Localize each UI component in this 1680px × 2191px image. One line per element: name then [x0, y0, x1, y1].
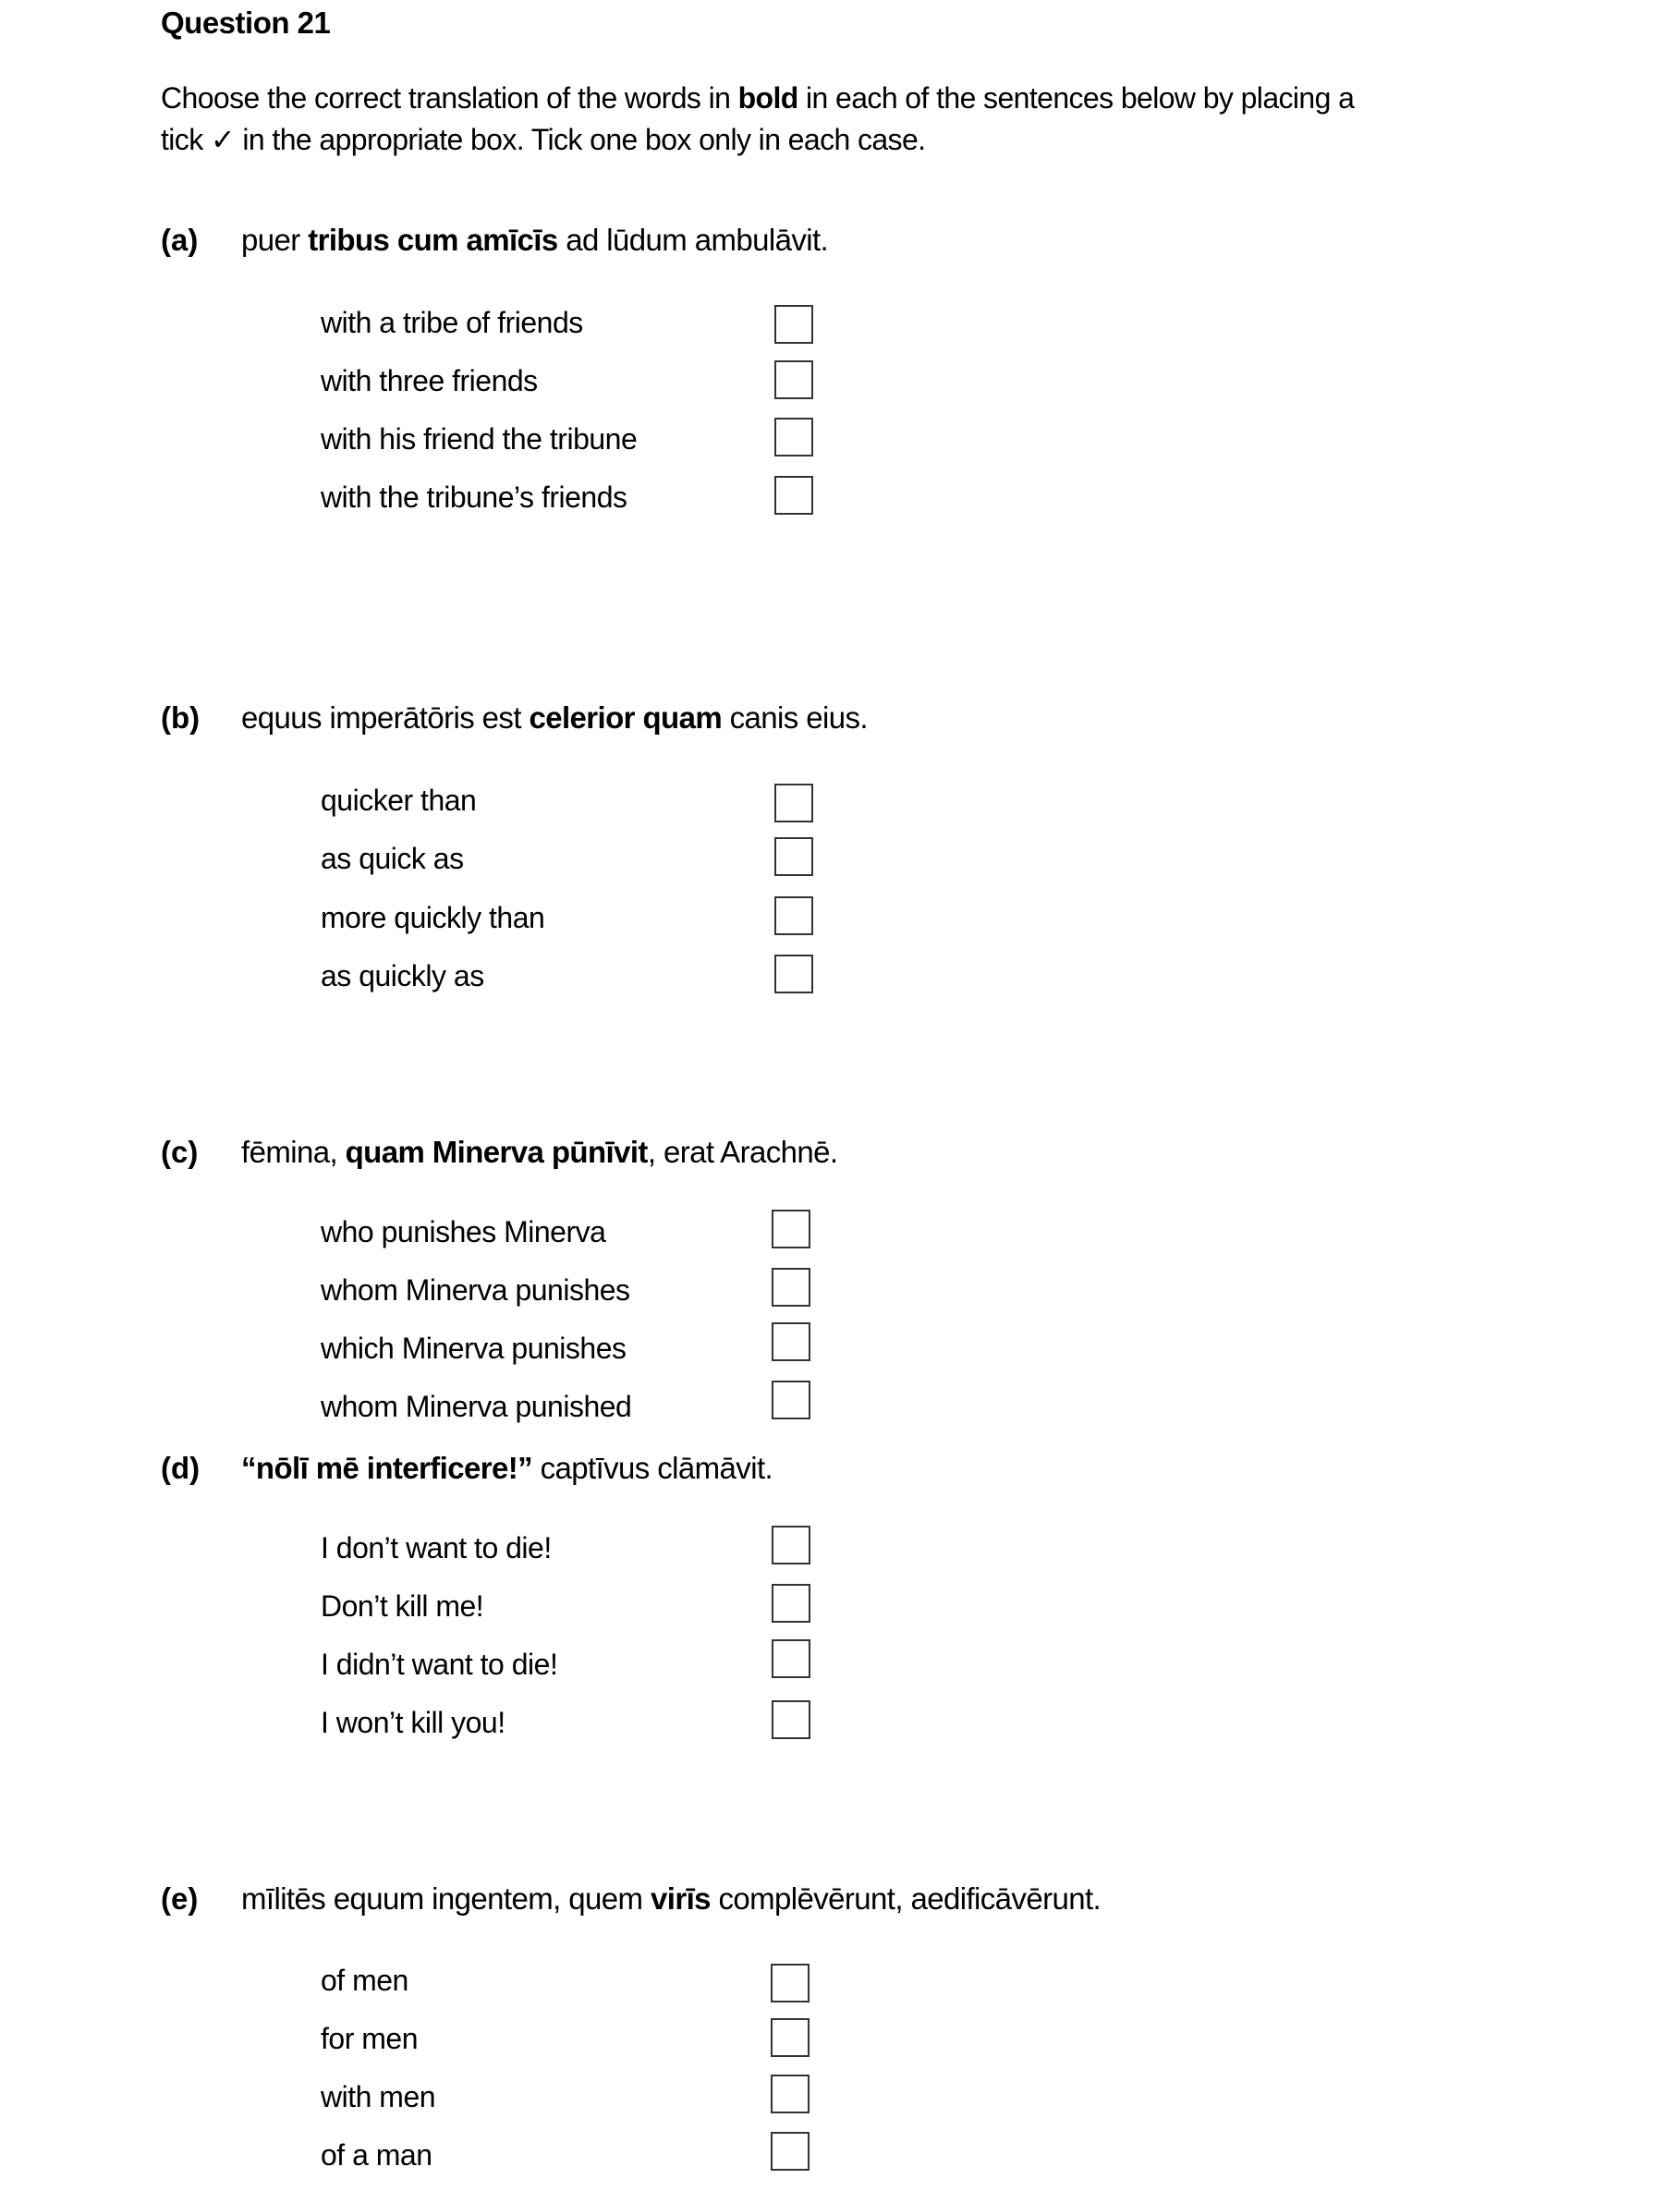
answer-checkbox[interactable] — [772, 1322, 810, 1361]
instructions-text: tick — [161, 123, 211, 156]
option-label: who punishes Minerva — [321, 1215, 606, 1248]
instructions-bold-word: bold — [737, 81, 798, 115]
answer-checkbox[interactable] — [771, 2075, 810, 2113]
sentence-text: puer — [241, 223, 309, 257]
answer-checkbox[interactable] — [774, 305, 813, 344]
sentence-bold: tribus cum amīcīs — [308, 223, 558, 257]
sentence-bold: “nōlī mē interficere!” — [241, 1451, 533, 1485]
answer-checkbox[interactable] — [772, 1526, 810, 1564]
option-label: I didn’t want to die! — [321, 1648, 558, 1681]
tick-icon: ✓ — [210, 123, 236, 156]
option-label: Don’t kill me! — [321, 1589, 484, 1623]
option-label: with a tribe of friends — [321, 306, 583, 339]
option-label: with three friends — [321, 364, 538, 397]
answer-checkbox[interactable] — [774, 784, 813, 822]
question-sentence — [241, 1451, 773, 1486]
sentence-text: complēvērunt, aedificāvērunt. — [710, 1881, 1102, 1916]
option-label: quicker than — [321, 784, 477, 817]
sentence-text: captīvus clāmāvit. — [532, 1451, 773, 1485]
option-label: which Minerva punishes — [321, 1332, 627, 1365]
sentence-text: fēmina, — [241, 1135, 346, 1169]
option-label: of a man — [321, 2138, 432, 2172]
sentence-bold: virīs — [651, 1881, 711, 1916]
answer-checkbox[interactable] — [772, 1210, 810, 1248]
option-label: whom Minerva punishes — [321, 1273, 630, 1307]
answer-checkbox[interactable] — [771, 1964, 810, 2002]
answer-checkbox[interactable] — [772, 1584, 810, 1623]
answer-checkbox[interactable] — [772, 1381, 810, 1419]
option-label: as quick as — [321, 842, 464, 875]
sentence-bold: quam Minerva pūnīvit — [345, 1135, 648, 1169]
answer-checkbox[interactable] — [772, 1639, 810, 1678]
question-sentence — [241, 1135, 837, 1170]
question-label: (a) — [161, 223, 199, 257]
option-label: with the tribune’s friends — [321, 481, 627, 514]
sentence-text: equus imperātōris est — [241, 700, 530, 735]
option-label: as quickly as — [321, 959, 484, 992]
answer-checkbox[interactable] — [774, 955, 813, 993]
question-label: (c) — [161, 1135, 199, 1169]
sentence-text: mīlitēs equum ingentem, quem — [241, 1881, 651, 1916]
sentence-text: canis eius. — [722, 700, 868, 735]
sentence-bold: celerior quam — [529, 700, 723, 735]
option-label: I won’t kill you! — [321, 1706, 505, 1739]
question-sentence — [241, 700, 868, 736]
instructions-text: in the appropriate box. Tick one box only in each case. — [235, 123, 926, 156]
question-label: (d) — [161, 1451, 201, 1485]
option-label: with his friend the tribune — [321, 422, 638, 456]
instructions-text: Choose the correct translation of the words in — [161, 81, 738, 115]
answer-checkbox[interactable] — [772, 1268, 810, 1307]
option-label: with men — [321, 2080, 436, 2113]
option-label: of men — [321, 1964, 408, 1997]
answer-checkbox[interactable] — [774, 837, 813, 876]
answer-checkbox[interactable] — [774, 476, 813, 515]
question-label: (e) — [161, 1881, 199, 1916]
option-label: more quickly than — [321, 901, 545, 934]
answer-checkbox[interactable] — [774, 418, 813, 456]
question-label: (b) — [161, 700, 201, 735]
option-label: for men — [321, 2022, 418, 2055]
question-sentence — [241, 223, 828, 258]
sentence-text: ad lūdum ambulāvit. — [557, 223, 829, 257]
question-sentence — [241, 1881, 1101, 1917]
page-title: Question 21 — [161, 6, 331, 40]
answer-checkbox[interactable] — [774, 360, 813, 399]
answer-checkbox[interactable] — [771, 2018, 810, 2057]
answer-checkbox[interactable] — [772, 1700, 810, 1739]
answer-checkbox[interactable] — [774, 896, 813, 935]
instructions-line-1 — [161, 81, 1354, 116]
instructions-line-2 — [161, 122, 925, 157]
instructions-text: in each of the sentences below by placing a — [797, 81, 1355, 115]
answer-checkbox[interactable] — [771, 2132, 810, 2171]
option-label: whom Minerva punished — [321, 1390, 632, 1423]
sentence-text: , erat Arachnē. — [647, 1135, 838, 1169]
option-label: I don’t want to die! — [321, 1531, 552, 1564]
